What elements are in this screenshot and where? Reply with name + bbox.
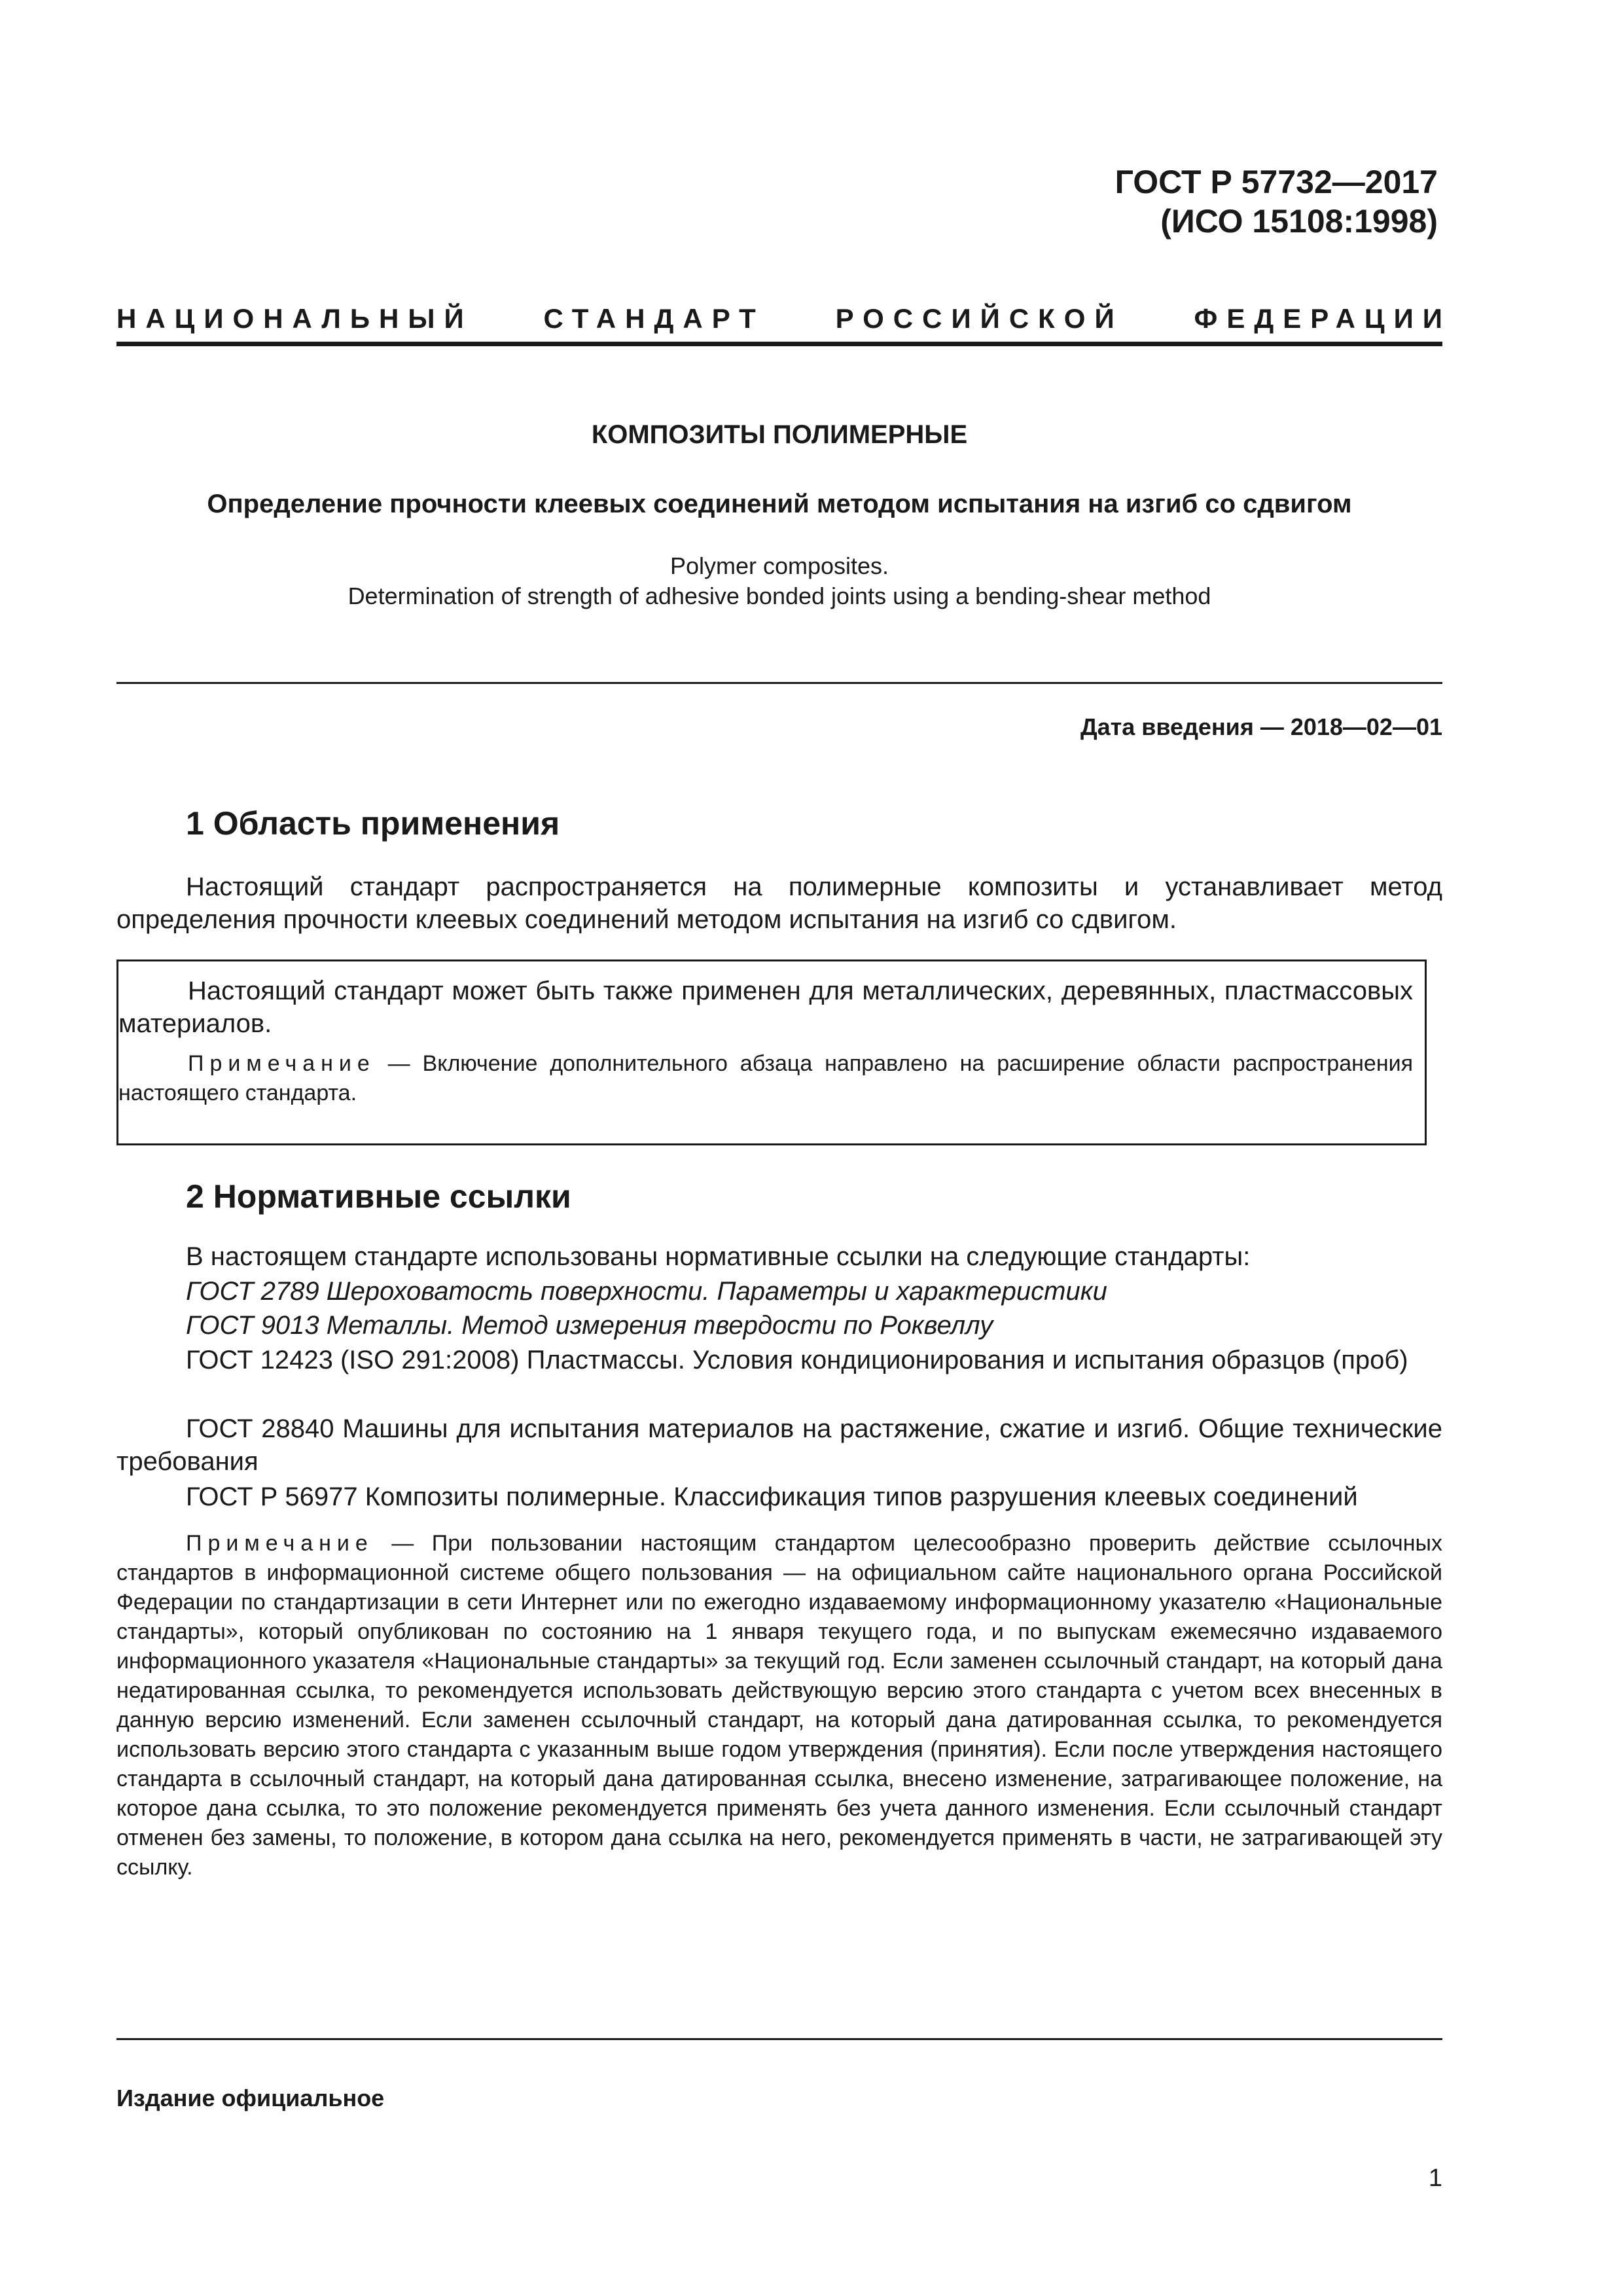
reference-item: ГОСТ 2789 Шероховатость поверхности. Параметры и характеристики xyxy=(186,1277,1107,1306)
note-text: — Включение дополнительного абзаца направлено на расширение области распространения настоящего стандарта. xyxy=(118,1051,1413,1105)
official-edition-label: Издание официальное xyxy=(116,2085,385,2111)
national-standard-title xyxy=(116,302,1452,335)
english-title xyxy=(116,551,1442,611)
reference-item: ГОСТ Р 56977 Композиты полимерные. Классификация типов разрушения клеевых соединений xyxy=(186,1482,1358,1511)
title-word: РОССИЙСКОЙ xyxy=(835,303,1124,334)
reference-item xyxy=(116,1344,1442,1376)
reference-text: ГОСТ 28840 Машины для испытания материалов на растяжение, сжатие и изгиб. Общие технические требования xyxy=(116,1414,1442,1476)
section-heading: 2 Нормативные ссылки xyxy=(186,1178,571,1215)
paragraph xyxy=(116,870,1442,936)
title-rule xyxy=(116,342,1442,346)
paragraph xyxy=(118,975,1413,1040)
note xyxy=(116,1529,1442,1882)
paragraph-text: Настоящий стандарт распространяется на полимерные композиты и устанавливает метод определения прочности клеевых соединений методом испытания на изгиб со сдвигом. xyxy=(116,872,1442,934)
boxed-addition xyxy=(116,960,1427,1145)
document-title: КОМПОЗИТЫ ПОЛИМЕРНЫЕ xyxy=(591,420,968,449)
title-word: ФЕДЕРАЦИИ xyxy=(1194,303,1452,334)
english-title-line: Determination of strength of adhesive bonded joints using a bending-shear method xyxy=(348,583,1211,609)
section-heading: 1 Область применения xyxy=(186,805,560,842)
divider xyxy=(116,682,1442,684)
gost-number: ГОСТ Р 57732—2017 xyxy=(1115,164,1438,200)
title-word: НАЦИОНАЛЬНЫЙ xyxy=(116,303,473,334)
title-word: СТАНДАРТ xyxy=(543,303,765,334)
reference-text: ГОСТ 12423 (ISO 291:2008) Пластмассы. Условия кондиционирования и испытания образцов (проб) xyxy=(186,1346,1408,1374)
note xyxy=(118,1049,1413,1108)
document-designation xyxy=(1115,162,1438,241)
note-text: — При пользовании настоящим стандартом целесообразно проверить действие ссылочных стандартов в информационной системе общего пользования — на официальном сайте национального органа Российской Федерации по стандартизации в сети Интернет или по ежегодно издаваемому информационному указателю «Национальные стандарты», который опубликован по состоянию на 1 января текущего года, и по выпускам ежемесячно издаваемого информационного указателя «Национальные стандарты» за текущий год. Если заменен ссылочный стандарт, на который дана недатированная ссылка, то рекомендуется использовать действующую версию этого стандарта с учетом всех внесенных в данную версию изменений. Если заменен ссылочный стандарт, на который дана датированная ссылка, то рекомендуется использовать версию этого стандарта с указанным выше годом утверждения (принятия). Если после утверждения настоящего стандарта в ссылочный стандарт, на который дана датированная ссылка, внесено изменение, затрагивающее положение, на которое дана ссылка, то это положение рекомендуется применять без учета данного изменения. Если ссылочный стандарт отменен без замены, то положение, в котором дана ссылка на него, рекомендуется применять в части, не затрагивающей эту ссылку. xyxy=(116,1531,1442,1880)
footer-divider xyxy=(116,2038,1442,2040)
iso-number: (ИСО 15108:1998) xyxy=(1160,203,1438,240)
paragraph: В настоящем стандарте использованы нормативные ссылки на следующие стандарты: xyxy=(186,1242,1251,1271)
page-number: 1 xyxy=(1428,2164,1442,2192)
intro-date: Дата введения — 2018—02—01 xyxy=(1080,713,1442,740)
paragraph-text: Настоящий стандарт может быть также применен для металлических, деревянных, пластмассовых материалов. xyxy=(118,977,1413,1038)
note-label: Примечание xyxy=(186,1531,374,1556)
note-label: Примечание xyxy=(188,1051,376,1076)
document-subtitle: Определение прочности клеевых соединений методом испытания на изгиб со сдвигом xyxy=(207,490,1352,518)
english-title-line: Polymer composites. xyxy=(669,552,889,579)
reference-item xyxy=(116,1412,1442,1478)
reference-item: ГОСТ 9013 Металлы. Метод измерения твердости по Роквеллу xyxy=(186,1311,993,1340)
